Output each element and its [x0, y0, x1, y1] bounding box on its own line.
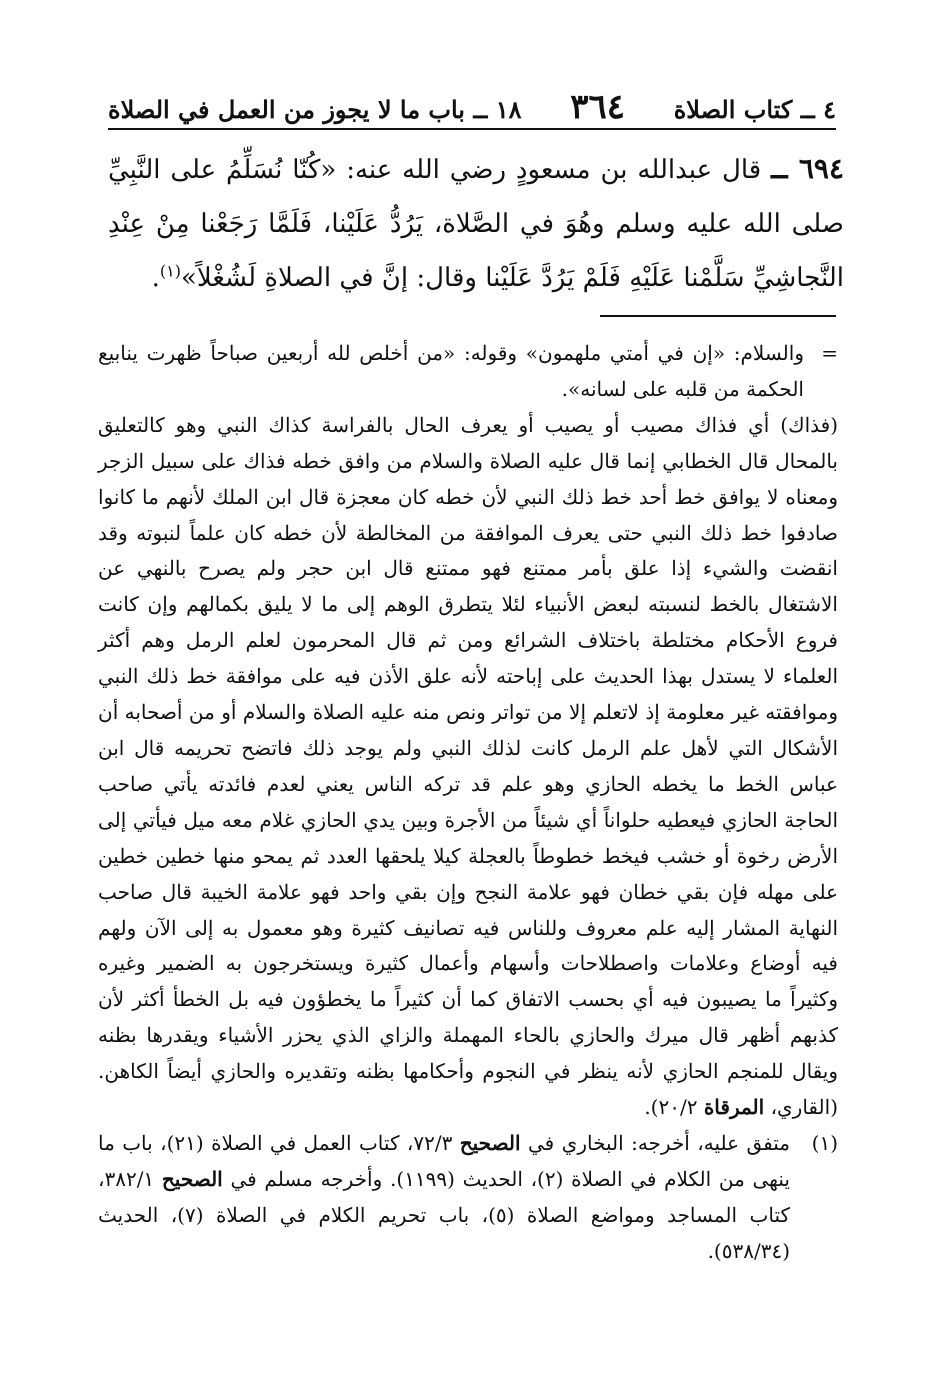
header-chapter-title: ١٨ ــ باب ما لا يجوز من العمل في الصلاة [108, 95, 522, 124]
continued-note-text: والسلام: «إن في أمتي ملهمون» وقوله: «من أخلص لله أربعين صباحاً ظهرت ينابيع الحكمة من قلبه على لسانه». [98, 341, 804, 401]
footnote-bold-1: الصحيح [459, 1130, 521, 1155]
header-page-number: ٣٦٤ [570, 87, 626, 127]
footnote-1 [98, 1126, 838, 1270]
commentary-source-close: ٢٠/٢). [644, 1095, 698, 1120]
footnote-number: (١) [811, 1130, 838, 1155]
hadith-number: ٦٩٤ ــ [771, 152, 845, 185]
hadith-end: . [151, 263, 160, 293]
footnote-reference: (١) [159, 261, 181, 281]
footnote-text-1: متفق عليه، أخرجه: البخاري في [528, 1130, 791, 1155]
footnote-text-3: ٣٨٢/١، كتاب المساجد ومواضع الصلاة (٥)، باب تحريم الكلام في الصلاة (٧)، الحديث (٥٣٨/٣٤). [98, 1166, 790, 1263]
running-header [108, 80, 836, 127]
hadith-narrator: قال عبدالله بن مسعودٍ رضي الله عنه: [346, 155, 762, 185]
header-book-title: ٤ ــ كتاب الصلاة [673, 95, 836, 124]
commentary-paragraph [98, 408, 838, 1126]
hadith-text [108, 142, 844, 305]
commentary-source-title: المرقاة [703, 1095, 765, 1120]
continued-note [98, 336, 838, 408]
footnote-text-2: ٧٢/٣، كتاب العمل في الصلاة (٢١)، باب ما ينهى من الكلام في الصلاة (٢)، الحديث (١١٩٩). وأخرجه مسلم في [98, 1130, 790, 1191]
footnote-bold-2: الصحيح [161, 1166, 223, 1191]
hadith-body: «كُنّا نُسَلِّمُ على النَّبِيِّ صلى الله عليه وسلم وهُوَ في الصَّلاة، يَرُدُّ عَلَيْنا، فَلَمَّا رَجَعْنا مِنْ عِنْدِ النَّجاشِيِّ سَلَّمْنا عَلَيْهِ فَلَمْ يَرُدَّ عَلَيْنا وقال: إنَّ في الصلاةِ لَشُغْلاً» [108, 155, 844, 293]
header-rule [108, 128, 836, 130]
commentary-text: (فذاك) أي فذاك مصيب أو يصيب أو يعرف الحال بالفراسة كذاك النبي وهو كالتعليق بالمحال قال الخطابي إنما قال عليه الصلاة والسلام من وافق خطه فذاك على سبيل الزجر ومعناه لا يوافق خط أحد خط ذلك النبي لأن خطه كان معجزة قال ابن الملك لأنهم ما كانوا صادفوا خط ذلك النبي حتى يعرف الموافقة من المخالطة لأن خطه كان علماً لنبوته وقد انقضت والشيء إذا علق بأمر ممتنع فهو ممتنع قال ابن حجر ولم يصرح بالنهي عن الاشتغال بالخط لنسبته لبعض الأنبياء لئلا يتطرق الوهم إلى ما لا يليق بكمالهم وإن كانت فروع الأحكام مختلطة باختلاف الشرائع ومن ثم قال المحرمون لعلم الرمل وهم أكثر العلماء لا يستدل بهذا الحديث على إباحته لأنه علق الأذن فيه على موافقة خط ذلك النبي وموافقته غير معلومة إذ لاتعلم إلا من تواتر ونص منه عليه الصلاة والسلام أو من أصحابه أن الأشكال التي لأهل علم الرمل كانت لذلك النبي ولم يوجد ذلك فاتضح تحريمه قال ابن عباس الخط ما يخطه الحازي وهو علم قد تركه الناس يعني لعدم فائدته يأتي صاحب الحاجة الحازي فيعطيه حلواناً أي شيئاً من الأجرة وبين يدي الحازي غلام معه ميل فيأتي إلى الأرض رخوة أو خشب فيخط خطوطاً بالعجلة كيلا يلحقها العدد ثم يمحو منها خطين خطين على مهله فإن بقي خطان فهو علامة النجح وإن بقي واحد فهو علامة الخيبة قال صاحب النهاية المشار إليه علم معروف وللناس فيه تصانيف كثيرة وهو معمول به إلى الآن ولهم فيه أوضاع وعلامات واصطلاحات وأسهام وأعمال كثيرة ويستخرجون به الضمير وغيره وكثيراً ما يصيبون فيه أي بحسب الاتفاق كما أن كثيراً ما يخطؤون فيه بل الخطأ أكثر لأن كذبهم أظهر قال ميرك والحازي بالحاء المهملة والزاي الذي يحزر الأشياء ويقدرها بظنه ويقال للمنجم الحازي لأنه ينظر في النجوم وأحكامها بظنه وتقديره والحازي أيضاً الكاهن. [98, 412, 839, 1084]
commentary-source-open: (القاري، [770, 1095, 838, 1120]
continuation-mark: = [821, 341, 838, 365]
footnote-separator [600, 315, 836, 317]
footnotes [98, 336, 838, 1270]
